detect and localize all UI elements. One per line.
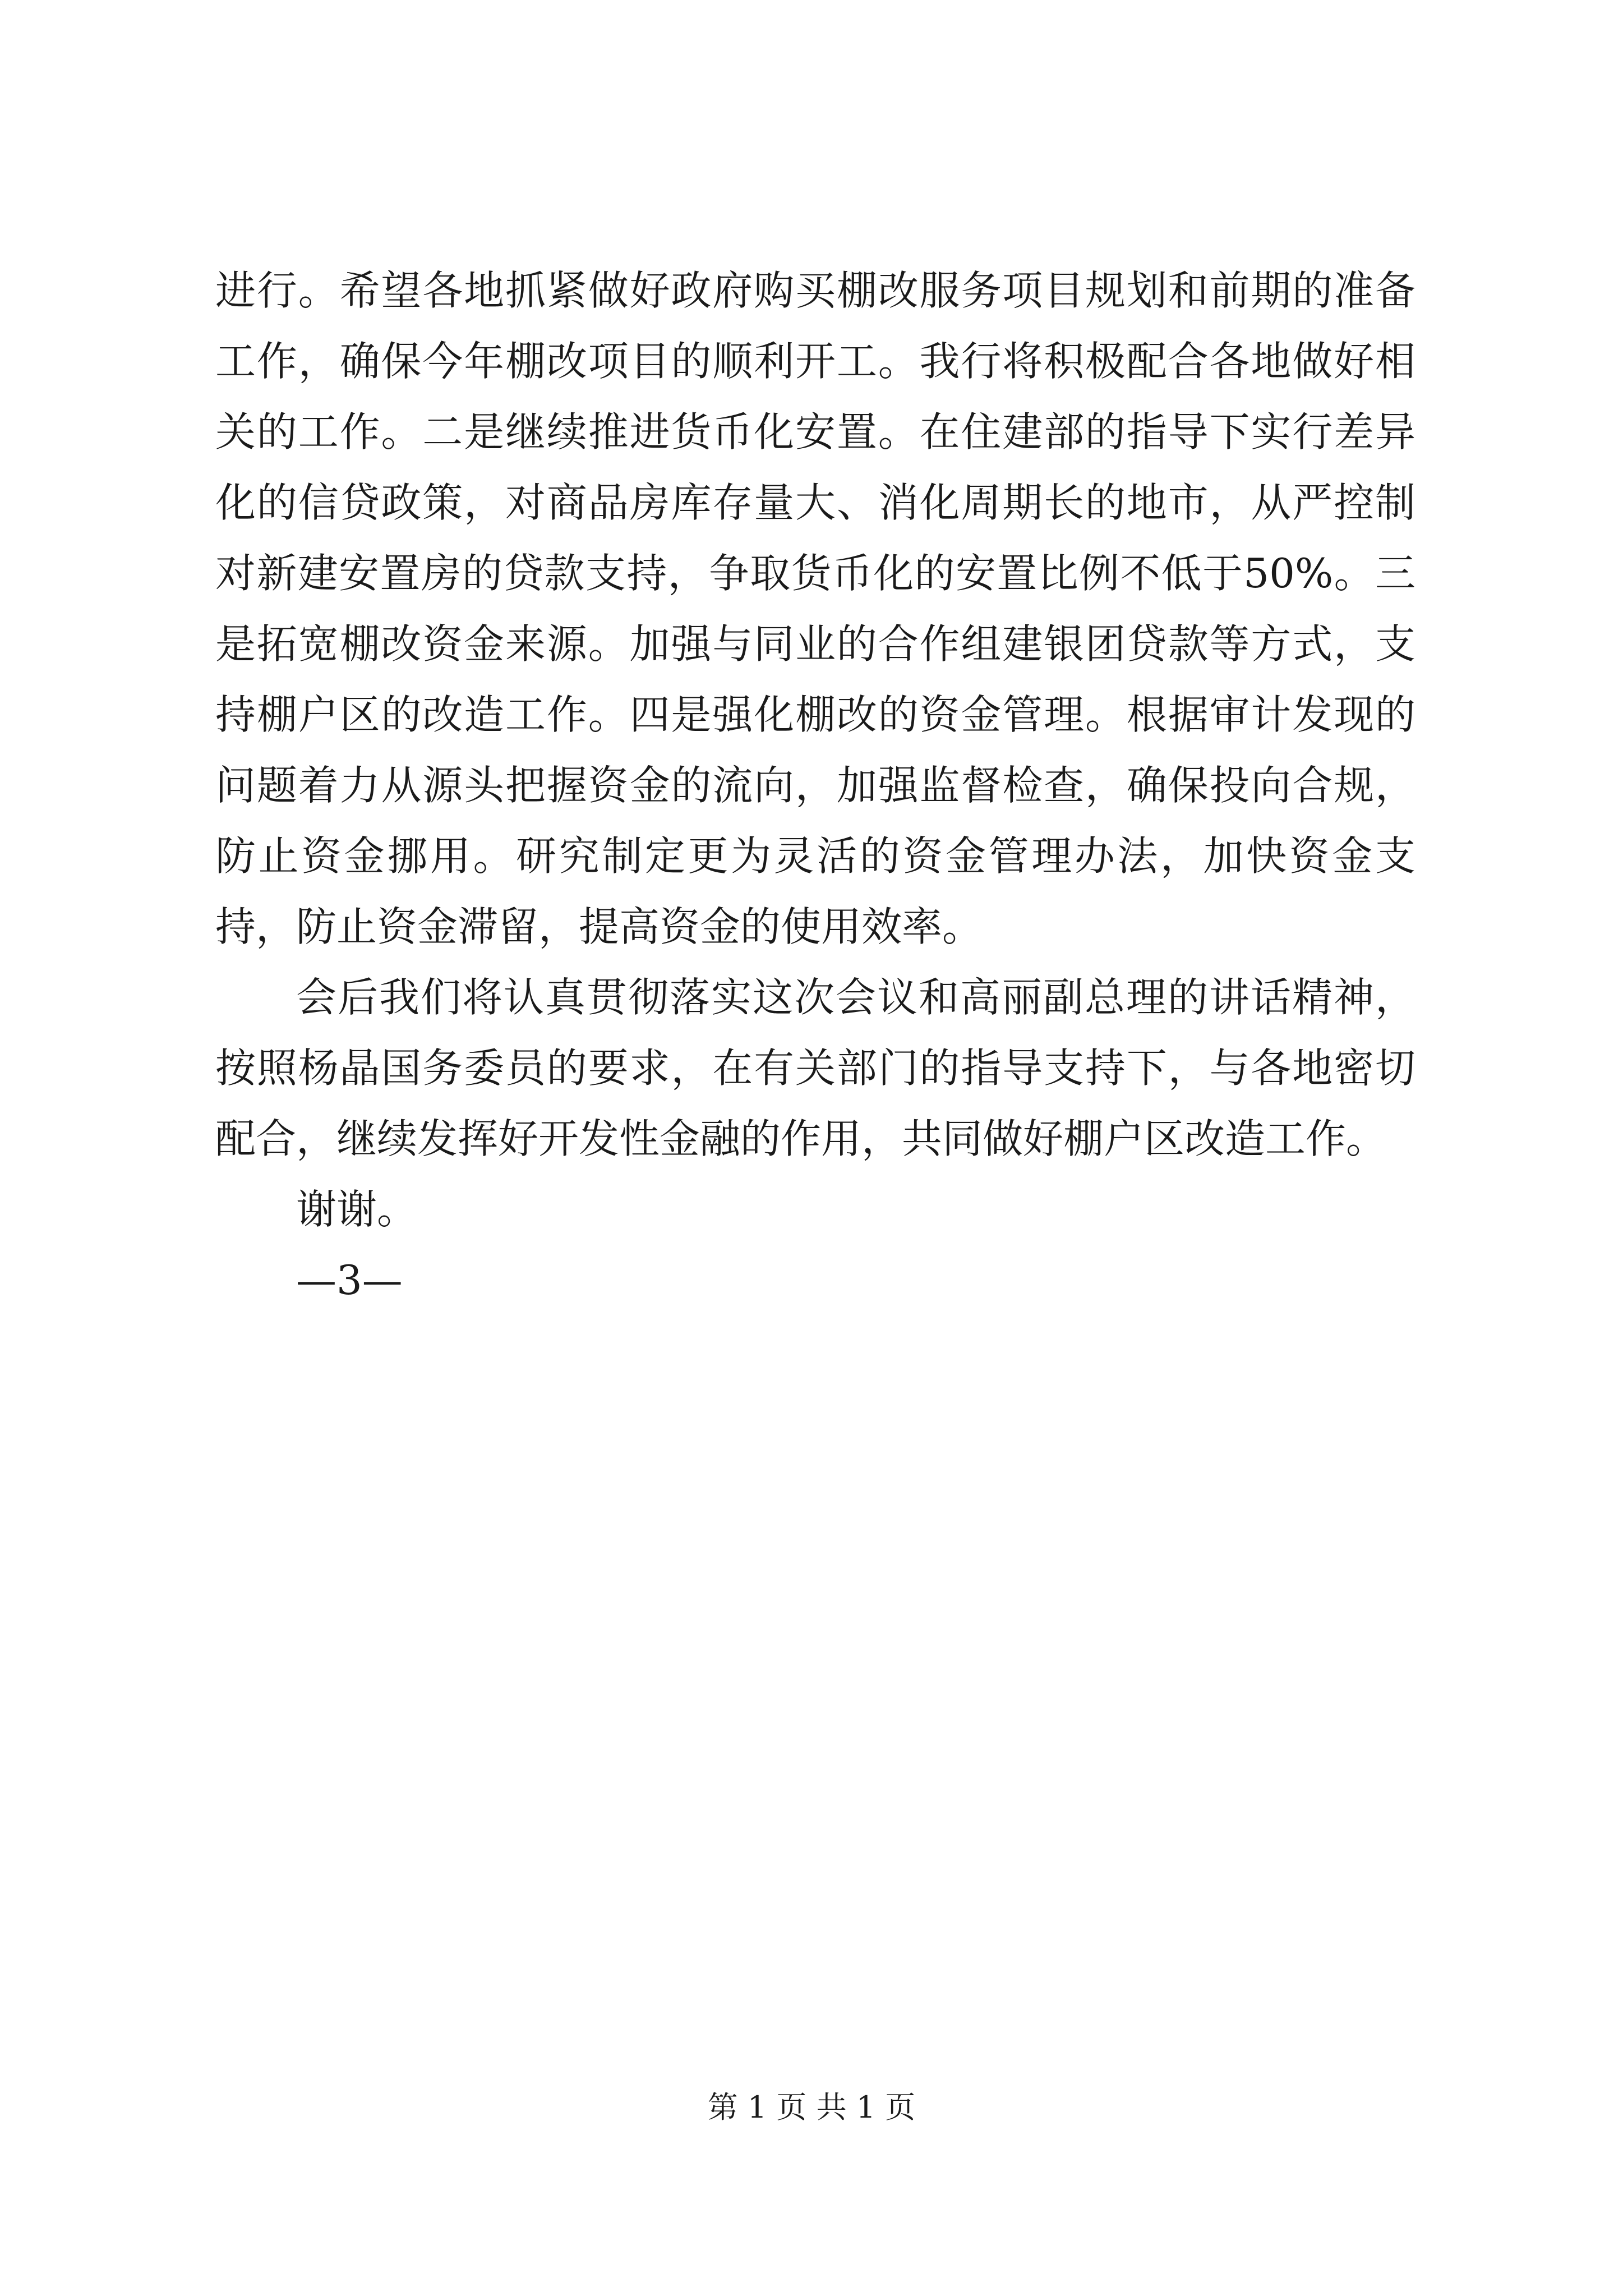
inline-page-marker: —3— — [296, 1257, 403, 1304]
page-footer: 第 1 页 共 1 页 — [707, 2090, 916, 2125]
paragraph-continuation: 进行。希望各地抓紧做好政府购买棚改服务项目规划和前期的准备工作，确保今年棚改项目的顺利开工。我行将积极配合各地做好相关的工作。二是继续推进货币化安置。在住建部的指导下实行差异化的信贷政策，对商品房库存量大、消化周期长的地市，从严控制对新建安置房的贷款支持，争取货币化的安置比例不低于50%。三是拓宽棚改资金来源。加强与同业的合作组建银团贷款等方式，支持棚户区的改造工作。四是强化棚改的资金管理。根据审计发现的问题着力从源头把握资金的流向，加强监督检查，确保投向合规，防止资金挪用。研究制定更为灵活的资金管理办法，加快资金支持，防止资金滞留，提高资金的使用效率。 — [215, 267, 1415, 950]
paragraph-closing-remarks: 会后我们将认真贯彻落实这次会议和高丽副总理的讲话精神，按照杨晶国务委员的要求，在有关部门的指导支持下，与各地密切配合，继续发挥好开发性金融的作用，共同做好棚户区改造工作。 — [215, 974, 1415, 1162]
closing-thanks: 谢谢。 — [296, 1186, 418, 1233]
document-body — [215, 255, 1415, 1315]
